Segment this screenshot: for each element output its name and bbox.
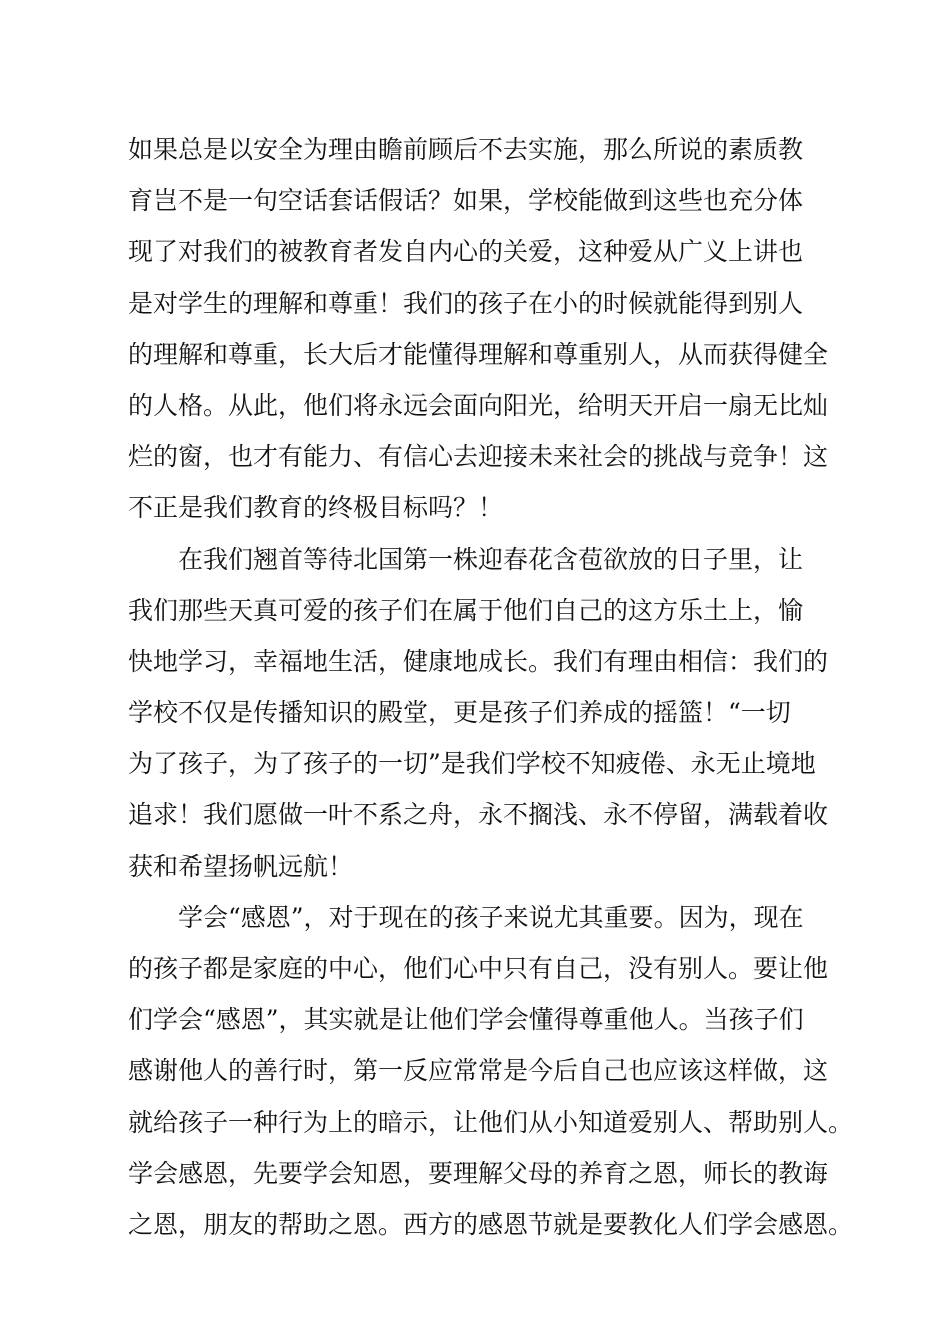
document-body [128, 124, 854, 1250]
text-line: 现了对我们的被教育者发自内心的关爱，这种爱从广义上讲也 [128, 237, 804, 267]
text-line: 学会“感恩”，对于现在的孩子来说尤其重要。因为，现在 [128, 902, 804, 932]
text-line: 学会感恩，先要学会知恩，要理解父母的养育之恩，师长的教诲 [128, 1158, 829, 1188]
text-line: 的孩子都是家庭的中心，他们心中只有自己，没有别人。要让他 [128, 954, 829, 983]
text-line: 我们那些天真可爱的孩子们在属于他们自己的这方乐土上，愉 [128, 595, 804, 625]
text-line: 是对学生的理解和尊重！我们的孩子在小的时候就能得到别人 [128, 288, 804, 318]
paragraph-3 [128, 892, 854, 1250]
text-line: 在我们翘首等待北国第一株迎春花含苞欲放的日子里，让 [128, 544, 804, 574]
text-line: 的理解和尊重，长大后才能懂得理解和尊重别人，从而获得健全 [128, 339, 829, 369]
text-line: 学校不仅是传播知识的殿堂，更是孩子们养成的摇篮！“一切 [128, 698, 791, 728]
text-line: 为了孩子，为了孩子的一切”是我们学校不知疲倦、永无止境地 [128, 749, 816, 779]
paragraph-1 [128, 124, 828, 534]
text-line: 获和希望扬帆远航！ [128, 851, 354, 881]
text-line: 如果总是以安全为理由瞻前顾后不去实施，那么所说的素质教 [128, 135, 804, 164]
text-line: 感谢他人的善行时，第一反应常常是今后自己也应该这样做，这 [128, 1056, 829, 1086]
text-line: 追求！我们愿做一叶不系之舟，永不搁浅、永不停留，满载着收 [128, 800, 829, 830]
text-line: 育岂不是一句空话套话假话？如果，学校能做到这些也充分体 [128, 186, 804, 216]
text-line: 之恩，朋友的帮助之恩。西方的感恩节就是要教化人们学会感恩。 [128, 1209, 854, 1239]
text-line: 不正是我们教育的终极目标吗？！ [128, 493, 504, 523]
text-line: 的人格。从此，他们将永远会面向阳光，给明天开启一扇无比灿 [128, 390, 829, 420]
text-line: 就给孩子一种行为上的暗示，让他们从小知道爱别人、帮助别人。 [128, 1107, 854, 1137]
text-line: 快地学习，幸福地生活，健康地成长。我们有理由相信：我们的 [128, 646, 829, 676]
paragraph-2 [128, 534, 828, 892]
text-line: 烂的窗，也才有能力、有信心去迎接未来社会的挑战与竞争！这 [128, 442, 829, 472]
text-line: 们学会“感恩”，其实就是让他们学会懂得尊重他人。当孩子们 [128, 1005, 804, 1035]
